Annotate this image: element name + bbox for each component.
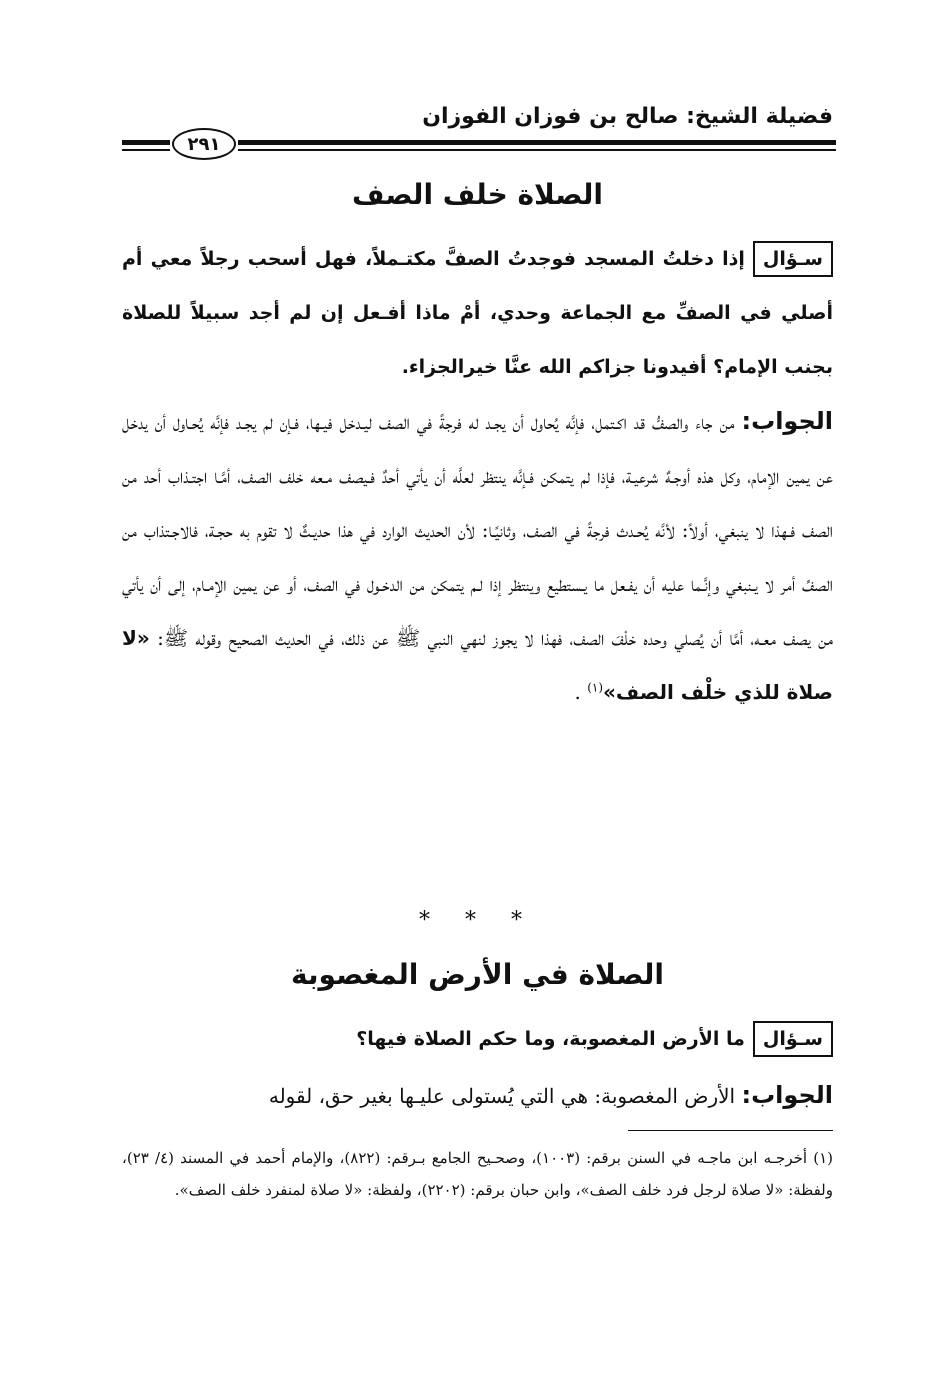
footnote-rule [628, 1130, 833, 1131]
hadith-quote: «لا صلاة للذي خلْف الصف» [122, 626, 833, 704]
question-2 [122, 1012, 833, 1066]
question-text-1: إذا دخلتُ المسجد فوجدتُ الصفَّ مكتـملاً، فهل أسحب رجلاً معي أم أصلي في الصفِّ مع الجماعة وحدي، أمْ ماذا أفـعل إن لم أجد سبيلاً للصلاة بجنب الإمام؟ أفيدونا جزاكم الله عنَّا خيرالجزاء. [122, 248, 833, 378]
answer-label-2: الجواب: [741, 1081, 833, 1109]
answer-text-2: الأرض المغصوبة: هي التي يُستولى عليـها بغير حق، لقوله [268, 1084, 736, 1108]
footnote-ref: (١) [587, 680, 604, 695]
section-separator: * * * [419, 908, 536, 933]
question-1 [122, 232, 833, 394]
header-rule-thick [238, 140, 836, 145]
question-tag-1: سـؤال [753, 241, 833, 277]
answer-end-1: . [574, 680, 581, 704]
answer-2 [122, 1068, 833, 1123]
footnote-1: (١) أخرجـه ابن ماجـه في السنن برقم: (١٠٠٣)، وصحـيح الجامع بـرقم: (٨٢٢)، والإمام أحمد في المسند (٤/ ٢٣)، ولفظة: «لا صلاة لرجل فرد خلف الصف»، وابن حبان برقم: (٢٢٠٢)، ولفظة: «لا صلاة لمنفرد خلف الصف». [122, 1149, 833, 1199]
header-rule-left-thin [122, 149, 170, 151]
answer-text-1: من جاء والصفُّ قد اكـتمل، فإنَّه يُحاول أن يجـد له فرجةً في الصف ليـدخل فيـها، فـإن لم يجـد فإنَّه يُحـاول أن يدخل عن يمين الإمام، وكل هذه أوجـهٌ شرعيـة، فإذا لم يتمكن فـإنَّه ينتظر لعلَّه أن يأتي أحدٌ فـيصف مـعه خلف الصف، أمَّـا اجتـذاب أحد من الصف فـهذا لا ينبغي، أولاً: لأنَّه يُحـدث فرجةً في الصف، وثانيًـا: لأن الحديث الوارد في هذا حديـثٌ لا تقوم به حجـة، فالاجـتذاب من الصفِّ أمر لا يـنبغي وإنَّـما عليه أن يفـعل ما يـستطيع وينتظر إذا لـم يتمكن من الدخـول في الصف، أو عن يمين الإمـام، إلى أن يأتي من يصف معـه، أمَّا أن يُصلي وحده خلْفَ الصف، فهذا لا يجوز لنهي النبي ﷺ عن ذلك، في الحديث الصحيح وقوله ﷺ: [122, 410, 833, 650]
header-rule-left-thick [122, 140, 170, 145]
section-title-2: الصلاة في الأرض المغصوبة [291, 958, 664, 991]
page-number: ٢٩١ [172, 128, 236, 160]
question-text-2: ما الأرض المغصوبة، وما حكم الصلاة فيها؟ [356, 1028, 745, 1050]
answer-1 [122, 394, 833, 719]
question-tag-2: سـؤال [753, 1021, 833, 1057]
running-title: فضيلة الشيخ: صالح بن فوزان الفوزان [422, 104, 833, 129]
header-rule-thin [238, 149, 836, 151]
section-title-1: الصلاة خلف الصف [352, 178, 603, 211]
answer-label-1: الجواب: [741, 407, 834, 435]
